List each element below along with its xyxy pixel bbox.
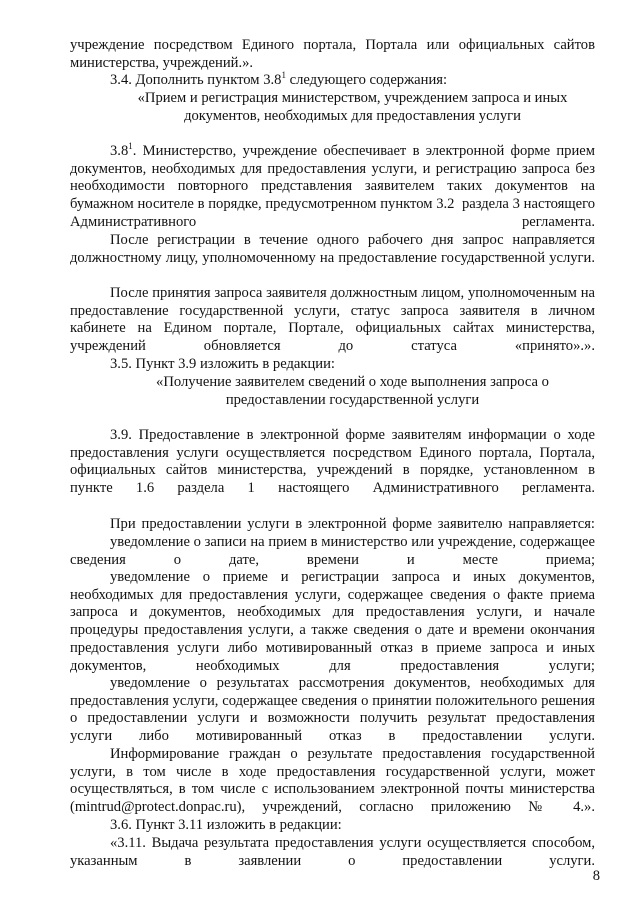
paragraph-notification-appointment: уведомление о записи на прием в министерство или учреждение, содержащее сведения о дате, времени и месте приема; [70,534,595,568]
paragraph-item-3-9: 3.9. Предоставление в электронной форме заявителям информации о ходе предоставления услуги осуществляется посредством Единого портала, Портала, официальных сайтов министерства, учреждений в порядке, установленном в пункте 1.6 раздела 1 настоящего Административного регламента. [70,427,595,497]
paragraph-item-3-5: 3.5. Пункт 3.9 изложить в редакции: [110,356,335,372]
paragraph-registration: После регистрации в течение одного рабочего дня запрос направляется должностному лицу, уполномоченному на предоставление государственной услуги. [70,232,595,266]
paragraph-item-3-4: 3.4. Дополнить пунктом $3.8^1$ следующего содержания: [110,70,448,88]
paragraph-notification-receipt: уведомление о приеме и регистрации запроса и иных документов, необходимых для предоставления услуги, содержащее сведения о факте приема запроса и документов, необходимых для предоставления услуги, и начале процедуры предоставления услуги, а также сведения о дате и времени окончания предоставления услуги либо мотивированный отказ в приеме запроса и иных документов, необходимых для предоставления услуги; [70,569,595,674]
section-heading-intake: «Прием и регистрация министерством, учреждением запроса и иных документов, необходимых для предоставления услуги [137,90,568,124]
paragraph-acceptance: После принятия запроса заявителя должностным лицом, уполномоченным на предоставление государственной услуги, статус запроса заявителя в личном кабинете на Едином портале, Портале, официальных сайтах министерства, учреждений обновляется до статуса «принято».». [70,285,595,355]
section-heading-progress: «Получение заявителем сведений о ходе выполнения запроса о предоставлении государственной услуги [156,374,549,408]
paragraph-informing: Информирование граждан о результате предоставления государственной услуги, в том числе в ходе предоставления государственной услуги, может осуществляться, в том числе с использованием электронной почты министерства (mintrud@protect.donpac.ru), учреждений, согласно приложению № 4.». [70,746,595,816]
paragraph-notifications-intro: При предоставлении услуги в электронной форме заявителю направляется: [110,516,595,532]
paragraph-continuation: учреждение посредством Единого портала, Портала или официальных сайтов министерства, учреждений.». [70,37,595,71]
page-number: 8 [592,868,600,884]
paragraph-item-3-6: 3.6. Пункт 3.11 изложить в редакции: [110,817,342,833]
paragraph-item-3-8-1: $3.8^1$. Министерство, учреждение обеспечивает в электронной форме прием документов, необходимых для предоставления услуги, и регистрацию запроса без необходимости повторного представления заявителем таких документов на бумажном носителе в порядке, предусмотренном пунктом 3.2 раздела 3 настоящего Административного регламента. [70,141,595,230]
paragraph-item-3-11: «3.11. Выдача результата предоставления услуги осуществляется способом, указанным в заявлении о предоставлении услуги. [70,835,595,869]
paragraph-notification-result: уведомление о результатах рассмотрения документов, необходимых для предоставления услуги, содержащее сведения о принятии положительного решения о предоставлении услуги и возможности получить результат предоставления услуги либо мотивированный отказ в предоставлении услуги. [70,675,595,745]
